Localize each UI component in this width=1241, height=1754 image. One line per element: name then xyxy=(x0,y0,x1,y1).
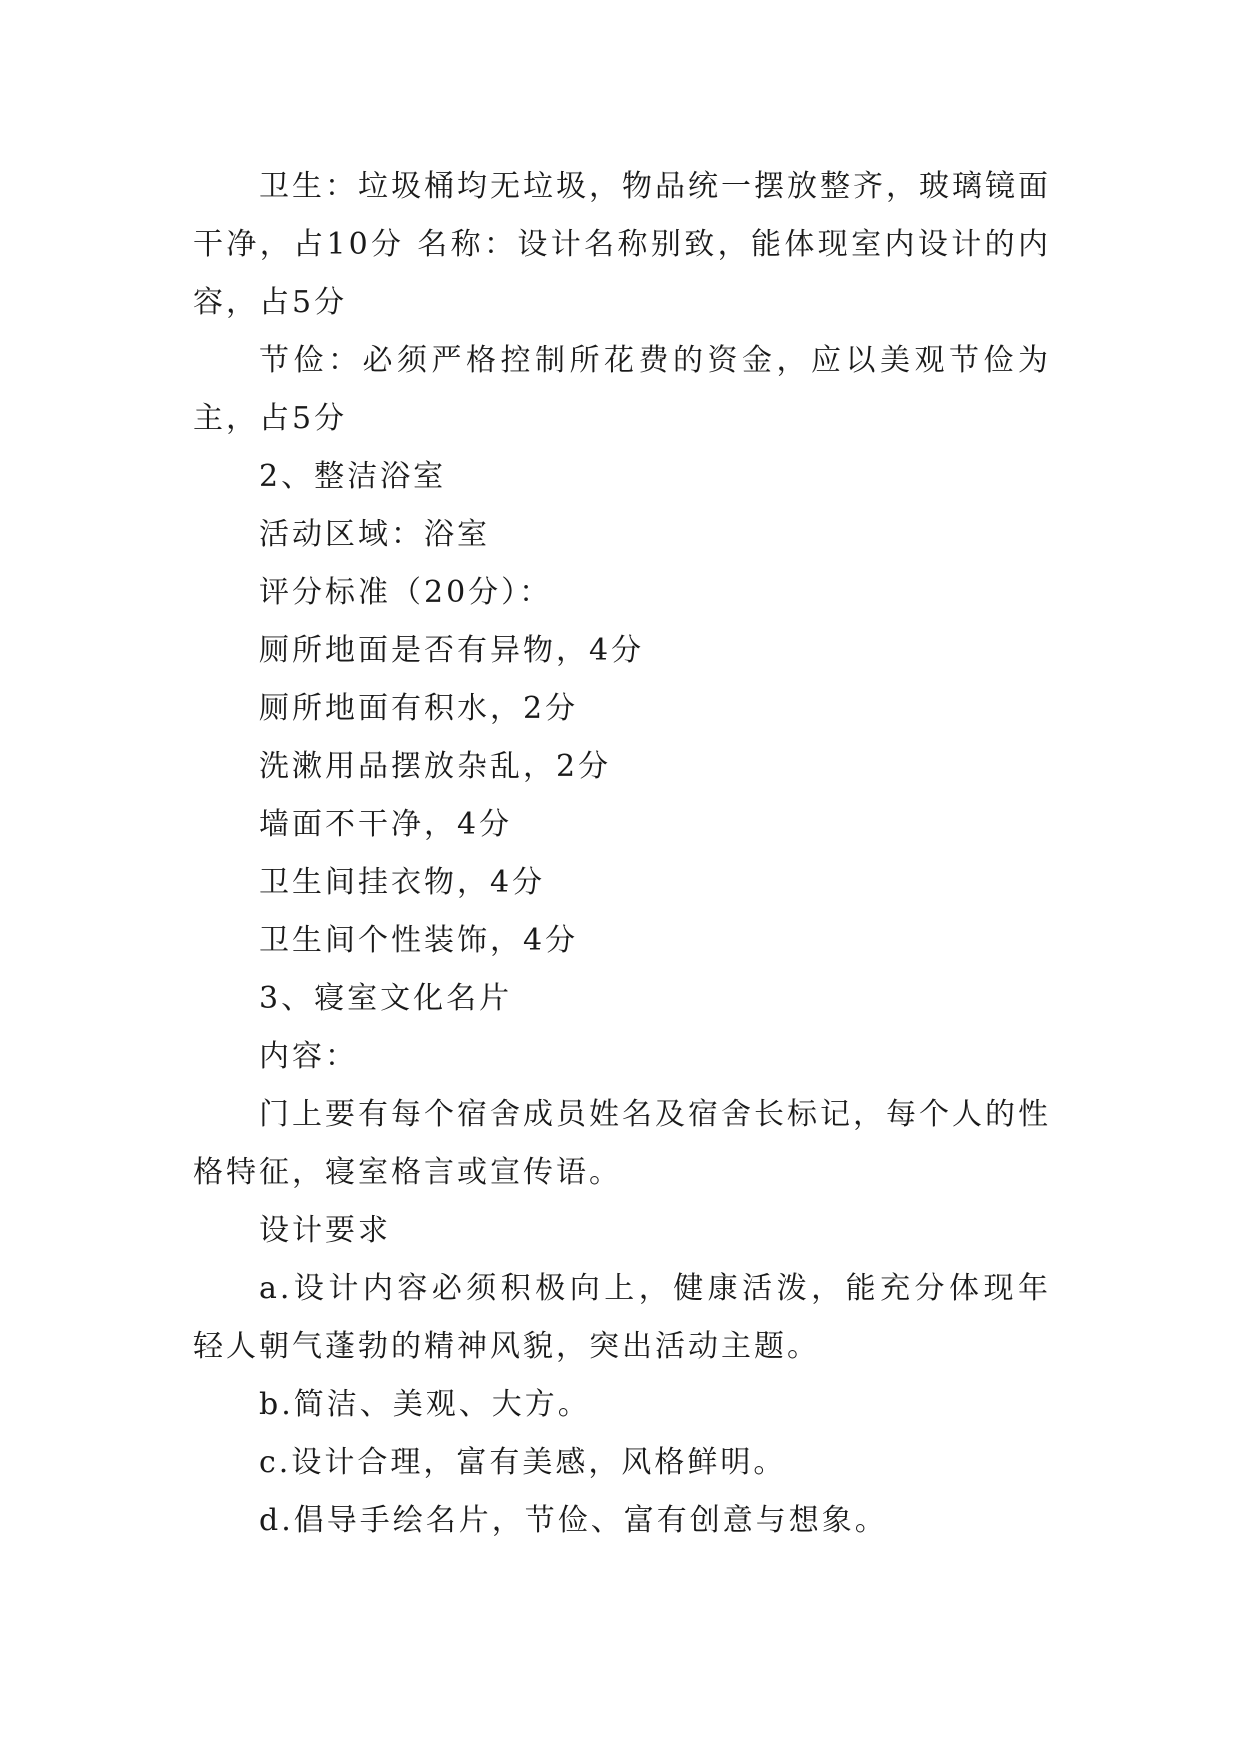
list-item-floor-debris: 厕所地面是否有异物，4分 xyxy=(259,633,645,668)
list-item-hanging-clothes: 卫生间挂衣物，4分 xyxy=(259,865,546,900)
list-item-dirty-wall: 墙面不干净，4分 xyxy=(259,807,513,842)
section-heading-dorm-card: 3、寝室文化名片 xyxy=(259,981,513,1016)
paragraph-door-content: 门上要有每个宿舍成员姓名及宿舍长标记，每个人的性格特征，寝室格言或宣传语。 xyxy=(193,1097,1051,1190)
paragraph-hygiene-criteria: 卫生：垃圾桶均无垃圾，物品统一摆放整齐，玻璃镜面干净，占10分 名称：设计名称别致，能体现室内设计的内容，占5分 xyxy=(193,169,1051,320)
paragraph-scoring-standard: 评分标准（20分）： xyxy=(259,575,553,610)
list-item-standing-water: 厕所地面有积水，2分 xyxy=(259,691,579,726)
paragraph-activity-area: 活动区域：浴室 xyxy=(259,517,490,552)
list-item-personal-decor: 卫生间个性装饰，4分 xyxy=(259,923,579,958)
list-item-toiletries-messy: 洗漱用品摆放杂乱，2分 xyxy=(259,749,612,784)
document-body xyxy=(193,158,1051,1550)
requirement-item-d: d.倡导手绘名片，节俭、富有创意与想象。 xyxy=(259,1503,888,1538)
paragraph-design-requirements: 设计要求 xyxy=(259,1213,391,1248)
section-heading-clean-bathroom: 2、整洁浴室 xyxy=(259,459,447,494)
paragraph-content-label: 内容： xyxy=(259,1039,358,1074)
requirement-item-b: b.简洁、美观、大方。 xyxy=(259,1387,591,1422)
requirement-item-c: c.设计合理，富有美感，风格鲜明。 xyxy=(259,1445,787,1480)
paragraph-thrift-criteria: 节俭：必须严格控制所花费的资金，应以美观节俭为主，占5分 xyxy=(193,343,1051,436)
requirement-item-a: a.设计内容必须积极向上，健康活泼，能充分体现年轻人朝气蓬勃的精神风貌，突出活动主题。 xyxy=(193,1271,1051,1364)
